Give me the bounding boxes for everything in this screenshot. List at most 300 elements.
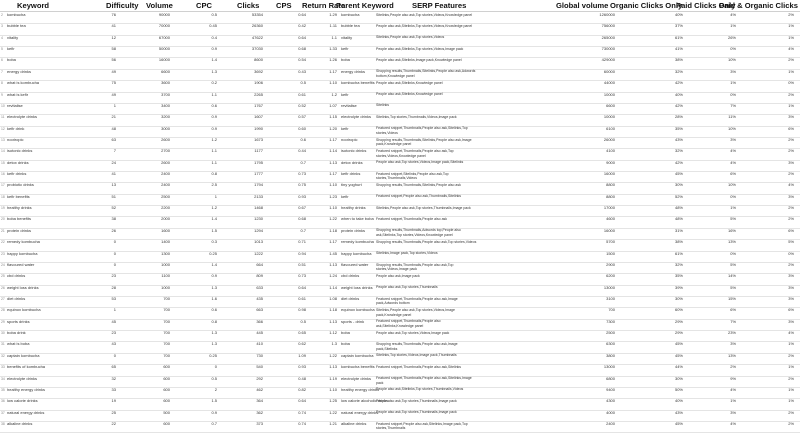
volume-cell[interactable]: 6600 [161,68,170,74]
global-volume-cell[interactable]: 6100 [606,125,615,131]
global-volume-cell[interactable]: 2900 [606,261,615,267]
paid-clicks-cell[interactable]: 0% [730,91,736,97]
paid-organic-cell[interactable]: 4% [788,46,794,52]
col-volume-header[interactable]: Volume [146,1,173,10]
parent-keyword-cell[interactable]: revitalise [341,102,357,108]
row-number[interactable]: 14 [1,149,5,154]
parent-keyword-cell[interactable]: tiny yoghurt [341,182,362,188]
volume-cell[interactable]: 90000 [158,12,170,17]
organic-clicks-cell[interactable]: 40% [674,91,683,97]
paid-clicks-cell[interactable]: 4% [730,159,736,165]
return-rate-cell[interactable]: 1.10 [329,205,337,211]
clicks-cell[interactable]: 1990 [254,125,263,131]
cpc-cell[interactable]: 1.6 [211,296,217,301]
organic-clicks-cell[interactable]: 32% [674,68,683,74]
difficulty-cell[interactable]: 41 [111,171,116,177]
paid-organic-cell[interactable]: 1% [788,364,794,370]
paid-clicks-cell[interactable]: 2% [730,364,736,370]
clicks-cell[interactable]: 1222 [254,250,263,256]
row-number[interactable]: 38 [1,421,5,426]
cpc-cell[interactable]: 0.25 [209,250,217,256]
cpc-cell[interactable]: 0.7 [211,420,217,426]
organic-clicks-cell[interactable]: 40% [674,12,683,17]
organic-clicks-cell[interactable]: 61% [674,34,683,40]
return-rate-cell[interactable]: 1.17 [329,136,337,142]
clicks-cell[interactable]: 3692 [254,68,263,74]
global-volume-cell[interactable]: 13000 [603,364,615,370]
clicks-cell[interactable]: 292 [256,375,263,381]
return-rate-cell[interactable]: 1.23 [329,193,337,199]
paid-organic-cell[interactable]: 0% [788,80,794,86]
difficulty-cell[interactable]: 24 [111,159,116,165]
cps-cell[interactable]: 0.54 [298,57,306,63]
row-number[interactable]: 3 [1,24,3,29]
global-volume-cell[interactable]: 1260000 [599,12,615,17]
organic-clicks-cell[interactable]: 45% [674,352,683,358]
parent-keyword-cell[interactable]: alkaline drinks [341,420,367,426]
row-number[interactable]: 35 [1,387,5,392]
difficulty-cell[interactable]: 52 [111,205,116,211]
return-rate-cell[interactable]: 1.13 [329,159,337,165]
return-rate-cell[interactable]: 1.07 [329,102,337,108]
col-paid-clicks-header[interactable]: Paid Clicks Only [676,1,736,10]
difficulty-cell[interactable]: 13 [111,182,116,188]
organic-clicks-cell[interactable]: 45% [674,420,683,426]
return-rate-cell[interactable]: 1.15 [329,114,337,120]
difficulty-cell[interactable]: 49 [111,91,116,97]
volume-cell[interactable]: 600 [163,364,170,370]
organic-clicks-cell[interactable]: 37% [674,23,683,29]
parent-keyword-cell[interactable]: diet drinks [341,296,360,301]
volume-cell[interactable]: 1000 [161,261,170,267]
difficulty-cell[interactable]: 58 [111,46,116,52]
col-difficulty-header[interactable]: Difficulty [106,1,139,10]
paid-clicks-cell[interactable]: 0% [730,250,736,256]
parent-keyword-cell[interactable]: cbd drinks [341,273,360,279]
keyword-cell[interactable]: protein drinks [7,227,32,233]
volume-cell[interactable]: 2600 [161,159,170,165]
return-rate-cell[interactable]: 1.22 [329,409,337,415]
paid-clicks-cell[interactable]: 13% [727,352,736,358]
serp-features-cell[interactable]: People also ask,Sitelinks,Top stories,Videos,Knowledge panel [376,23,473,28]
return-rate-cell[interactable]: 1.25 [329,398,337,404]
cps-cell[interactable]: 0.98 [298,307,306,313]
paid-clicks-cell[interactable]: 4% [730,420,736,426]
serp-features-cell[interactable]: Featured snippet,Thumbnails,People also ask,Top stories,Videos,Knowledge panel [376,148,454,158]
row-number[interactable]: 9 [1,92,3,97]
volume-cell[interactable]: 2400 [161,182,170,188]
difficulty-cell[interactable]: 41 [111,23,116,29]
cpc-cell[interactable]: 1.3 [211,330,217,336]
paid-organic-cell[interactable]: 2% [788,261,794,267]
paid-clicks-cell[interactable]: 3% [730,409,736,415]
return-rate-cell[interactable]: 1.18 [329,227,337,233]
difficulty-cell[interactable]: 7 [113,148,116,154]
global-volume-cell[interactable]: 4000 [606,409,615,415]
difficulty-cell[interactable]: 23 [111,330,116,336]
paid-organic-cell[interactable]: 2% [788,91,794,97]
keyword-cell[interactable]: kefir benefits [7,193,30,199]
cpc-cell[interactable]: 0.9 [211,114,217,120]
keyword-cell[interactable]: happy kombucha [7,250,38,256]
serp-features-cell[interactable]: Featured snippet,Thumbnails,People also ask [376,217,448,222]
keyword-cell[interactable]: captain kombucha [7,352,40,358]
paid-clicks-cell[interactable]: 7% [730,102,736,108]
row-number[interactable]: 30 [1,331,5,336]
paid-clicks-cell[interactable]: 3% [730,136,736,142]
paid-organic-cell[interactable]: 2% [788,352,794,358]
volume-cell[interactable]: 2000 [161,216,170,222]
difficulty-cell[interactable]: 45 [111,318,116,324]
keyword-cell[interactable]: benefits of kombucha [7,364,46,370]
keyword-cell[interactable]: detox drinks [7,159,29,165]
serp-features-cell[interactable]: Featured snippet,Sitelinks,People also ask,Top stories,Thumbnails,Videos [376,171,449,181]
keyword-cell[interactable]: boba [7,57,16,63]
volume-cell[interactable]: 3200 [161,114,170,120]
volume-cell[interactable]: 600 [163,420,170,426]
serp-features-cell[interactable]: Sitelinks,Top stories,Thumbnails,Videos,Image pack [376,114,457,119]
paid-clicks-cell[interactable]: 7% [730,318,736,324]
organic-clicks-cell[interactable]: 50% [674,386,683,392]
keyword-cell[interactable]: energy drinks [7,68,32,74]
paid-organic-cell[interactable]: 2% [788,148,794,154]
parent-keyword-cell[interactable]: kombucha benefits [341,80,375,86]
serp-features-cell[interactable]: People also ask,Sitelinks,Knowledge panel [376,80,443,85]
return-rate-cell[interactable]: 1.24 [329,273,337,279]
row-number[interactable]: 6 [1,58,3,63]
serp-features-cell[interactable]: Sitelinks,Image pack,Top stories,Videos [376,251,438,256]
parent-keyword-cell[interactable]: bubble tea [341,23,360,29]
global-volume-cell[interactable]: 4300 [606,398,615,404]
global-volume-cell[interactable]: 13000 [603,284,615,290]
global-volume-cell[interactable]: 17000 [603,205,615,211]
return-rate-cell[interactable]: 1.08 [329,296,337,301]
paid-clicks-cell[interactable]: 10% [727,125,736,131]
paid-organic-cell[interactable]: 2% [788,136,794,142]
keyword-cell[interactable]: kefir drink [7,125,25,131]
global-volume-cell[interactable]: 1500 [606,250,615,256]
row-number[interactable]: 32 [1,353,5,358]
cps-cell[interactable]: 0.57 [298,114,306,120]
global-volume-cell[interactable]: 700 [608,307,615,313]
volume-cell[interactable]: 16000 [158,57,170,63]
keyword-cell[interactable]: cbd drinks [7,273,26,279]
serp-features-cell[interactable]: Shopping results,Thumbnails,People also ask,Image pack,Sitelinks [376,342,458,351]
return-rate-cell[interactable]: 1.3 [331,341,337,347]
organic-clicks-cell[interactable]: 39% [674,284,683,290]
row-number[interactable]: 21 [1,228,5,233]
cps-cell[interactable]: 0.62 [298,341,306,347]
cps-cell[interactable]: 0.68 [298,216,306,222]
cpc-cell[interactable]: 0.25 [209,352,217,358]
clicks-cell[interactable]: 1294 [254,227,263,233]
serp-features-cell[interactable]: Sitelinks [376,103,390,108]
serp-features-cell[interactable]: Featured snippet,Thumbnails,People also ask,Sitelinks,Top stories,Videos [376,126,468,135]
organic-clicks-cell[interactable]: 29% [674,318,683,324]
cps-cell[interactable]: 0.43 [298,68,306,74]
global-volume-cell[interactable]: 9400 [606,386,615,392]
paid-clicks-cell[interactable]: 5% [730,284,736,290]
keyword-cell[interactable]: isotonic drinks [7,148,33,154]
difficulty-cell[interactable]: 0 [113,261,116,267]
organic-clicks-cell[interactable]: 32% [674,261,683,267]
paid-organic-cell[interactable]: 2% [788,409,794,415]
cpc-cell[interactable]: 1.2 [211,136,217,142]
paid-organic-cell[interactable]: 3% [788,318,794,324]
row-number[interactable]: 10 [1,103,5,108]
serp-features-cell[interactable]: People also ask,Top stories,Thumbnails,Image pack [376,410,457,415]
return-rate-cell[interactable]: 1.1 [331,34,337,40]
parent-keyword-cell[interactable]: energy drinks [341,68,366,74]
paid-clicks-cell[interactable]: 6% [730,171,736,177]
paid-organic-cell[interactable]: 2% [788,12,794,17]
clicks-cell[interactable]: 373 [256,420,263,426]
cps-cell[interactable]: 0.5 [300,80,306,86]
global-volume-cell[interactable]: 2400 [606,420,615,426]
global-volume-cell[interactable]: 4600 [606,216,615,222]
clicks-cell[interactable]: 1230 [254,216,263,222]
keyword-cell[interactable]: what is kefir [7,91,29,97]
cps-cell[interactable]: 0.73 [298,171,306,177]
volume-cell[interactable]: 3400 [161,102,170,108]
organic-clicks-cell[interactable]: 42% [674,80,683,86]
paid-clicks-cell[interactable]: 6% [730,307,736,313]
return-rate-cell[interactable]: 1.13 [329,261,337,267]
paid-organic-cell[interactable]: 5% [788,239,794,245]
serp-features-cell[interactable]: People also ask,Sitelinks,Knowledge panel [376,92,443,97]
difficulty-cell[interactable]: 1 [113,102,116,108]
serp-features-cell[interactable]: Featured snippet,People also ask,Sitelinks,Image pack,Top stories,Thumbnails [376,421,468,431]
clicks-cell[interactable]: 26360 [251,23,263,29]
serp-features-cell[interactable]: People also ask,Sitelinks,Image pack,Knowledge panel [376,58,462,63]
paid-clicks-cell[interactable]: 5% [730,261,736,267]
serp-features-cell[interactable]: Featured snippet,Thumbnails,People also ask,Sitelinks [376,364,462,369]
organic-clicks-cell[interactable]: 45% [674,341,683,347]
serp-features-cell[interactable]: Sitelinks,People also ask,Top stories,Thumbnails,Image pack [376,205,471,210]
cpc-cell[interactable]: 0.8 [211,318,217,324]
difficulty-cell[interactable]: 49 [111,68,116,74]
cpc-cell[interactable]: 1.4 [211,216,217,222]
parent-keyword-cell[interactable]: boba [341,341,350,347]
clicks-cell[interactable]: 47622 [251,34,263,40]
cps-cell[interactable]: 0.64 [298,12,306,17]
organic-clicks-cell[interactable]: 35% [674,273,683,279]
cpc-cell[interactable]: 0.8 [211,171,217,177]
paid-organic-cell[interactable]: 3% [788,114,794,120]
volume-cell[interactable]: 1300 [161,250,170,256]
paid-clicks-cell[interactable]: 10% [727,182,736,188]
global-volume-cell[interactable]: 8800 [606,182,615,188]
global-volume-cell[interactable]: 7300 [606,318,615,324]
cpc-cell[interactable]: 2 [214,386,217,392]
clicks-cell[interactable]: 1468 [254,205,263,211]
clicks-cell[interactable]: 664 [256,261,263,267]
cps-cell[interactable]: 0.74 [298,420,306,426]
return-rate-cell[interactable]: 1.11 [329,23,337,29]
clicks-cell[interactable]: 1767 [254,102,263,108]
parent-keyword-cell[interactable]: kefir drinks [341,171,361,177]
organic-clicks-cell[interactable]: 35% [674,125,683,131]
keyword-cell[interactable]: bubble tea [7,23,26,29]
global-volume-cell[interactable]: 44000 [603,80,615,86]
row-number[interactable]: 23 [1,251,5,256]
global-volume-cell[interactable]: 6200 [606,273,615,279]
cpc-cell[interactable]: 1.3 [211,341,217,347]
global-volume-cell[interactable]: 3800 [606,352,615,358]
organic-clicks-cell[interactable]: 43% [674,409,683,415]
paid-organic-cell[interactable]: 6% [788,227,794,233]
parent-keyword-cell[interactable]: remedy kombucha [341,239,374,245]
volume-cell[interactable]: 2500 [161,193,170,199]
paid-organic-cell[interactable]: 6% [788,307,794,313]
global-volume-cell[interactable]: 6800 [606,375,615,381]
organic-clicks-cell[interactable]: 60% [674,307,683,313]
parent-keyword-cell[interactable]: boba [341,57,350,63]
clicks-cell[interactable]: 663 [256,307,263,313]
volume-cell[interactable]: 700 [163,330,170,336]
cps-cell[interactable]: 0.67 [298,205,306,211]
parent-keyword-cell[interactable]: electrolyte drinks [341,375,372,381]
keyword-cell[interactable]: kombucha [7,12,26,17]
clicks-cell[interactable]: 462 [256,386,263,392]
clicks-cell[interactable]: 1177 [254,148,263,154]
parent-keyword-cell[interactable]: nootropic [341,136,358,142]
row-number[interactable]: 18 [1,194,5,199]
cps-cell[interactable]: 0.48 [298,375,306,381]
cpc-cell[interactable]: 0.9 [211,125,217,131]
keyword-cell[interactable]: weight loss drinks [7,284,39,290]
return-rate-cell[interactable]: 1.22 [329,216,337,222]
cpc-cell[interactable]: 1.1 [211,91,217,97]
difficulty-cell[interactable]: 75 [111,80,116,86]
serp-features-cell[interactable]: Sitelinks,People also ask,Top stories,Videos,Image pack,Knowledge panel [376,307,455,317]
volume-cell[interactable]: 500 [163,409,170,415]
parent-keyword-cell[interactable]: boba [341,330,350,336]
paid-organic-cell[interactable]: 2% [788,205,794,211]
row-number[interactable]: 29 [1,319,5,324]
col-global-volume-header[interactable]: Global volume [556,1,609,10]
paid-clicks-cell[interactable]: 4% [730,386,736,392]
cps-cell[interactable]: 0.68 [298,46,306,52]
paid-clicks-cell[interactable]: 15% [727,296,736,301]
parent-keyword-cell[interactable]: healthy energy drinks [341,386,380,392]
return-rate-cell[interactable]: 1.33 [329,46,337,52]
serp-features-cell[interactable]: People also ask,Sitelinks,Top stories,Videos,Image pack [376,46,464,51]
paid-clicks-cell[interactable]: 0% [730,46,736,52]
cpc-cell[interactable]: 2.5 [211,182,217,188]
difficulty-cell[interactable]: 53 [111,296,116,301]
volume-cell[interactable]: 700 [163,341,170,347]
row-number[interactable]: 34 [1,376,5,381]
volume-cell[interactable]: 700 [163,352,170,358]
cpc-cell[interactable]: 0.9 [211,46,217,52]
paid-clicks-cell[interactable]: 1% [730,80,736,86]
keyword-cell[interactable]: natural energy drinks [7,409,45,415]
paid-organic-cell[interactable]: 1% [788,34,794,40]
paid-clicks-cell[interactable]: 3% [730,341,736,347]
serp-features-cell[interactable]: Sitelinks,People also ask,Top stories,Videos,Knowledge panel [376,12,473,17]
parent-keyword-cell[interactable]: happy kombucha [341,250,372,256]
volume-cell[interactable]: 3000 [161,125,170,131]
clicks-cell[interactable]: 1673 [254,136,263,142]
volume-cell[interactable]: 2200 [161,205,170,211]
organic-clicks-cell[interactable]: 30% [674,182,683,188]
volume-cell[interactable]: 700 [163,307,170,313]
global-volume-cell[interactable]: 6600 [606,102,615,108]
serp-features-cell[interactable]: People also ask,Top stories,Videos,Image pack [376,330,450,335]
global-volume-cell[interactable]: 3100 [606,296,615,301]
paid-organic-cell[interactable]: 1% [788,398,794,404]
cps-cell[interactable]: 0.94 [298,250,306,256]
difficulty-cell[interactable]: 0 [113,239,116,245]
col-cpc-header[interactable]: CPC [196,1,213,10]
paid-organic-cell[interactable]: 2% [788,171,794,177]
parent-keyword-cell[interactable]: when to take boba [341,216,374,222]
paid-organic-cell[interactable]: 3% [788,284,794,290]
clicks-cell[interactable]: 37030 [251,46,263,52]
cpc-cell[interactable]: 1.3 [211,284,217,290]
cpc-cell[interactable]: 1.1 [211,148,217,154]
clicks-cell[interactable]: 366 [256,318,263,324]
paid-organic-cell[interactable]: 3% [788,159,794,165]
return-rate-cell[interactable]: 1.14 [329,148,337,154]
cpc-cell[interactable]: 0.6 [211,307,217,313]
parent-keyword-cell[interactable]: low calorie alcoholic drinks [341,398,389,404]
paid-clicks-cell[interactable]: 1% [730,23,736,29]
keyword-cell[interactable]: kefir [7,46,15,52]
difficulty-cell[interactable]: 33 [111,386,116,392]
cpc-cell[interactable]: 0.4 [211,34,217,40]
difficulty-cell[interactable]: 48 [111,125,116,131]
paid-organic-cell[interactable]: 1% [788,23,794,29]
return-rate-cell[interactable]: 1.29 [329,12,337,17]
volume-cell[interactable]: 67000 [158,34,170,40]
paid-clicks-cell[interactable]: 3% [730,68,736,74]
return-rate-cell[interactable]: 1.14 [329,284,337,290]
difficulty-cell[interactable]: 19 [111,398,116,404]
cps-cell[interactable]: 0.73 [298,273,306,279]
keyword-cell[interactable]: vitality [7,34,19,40]
paid-clicks-cell[interactable]: 26% [727,34,736,40]
volume-cell[interactable]: 1600 [161,227,170,233]
serp-features-cell[interactable]: People also ask,Top stories,Thumbnails [376,285,438,290]
difficulty-cell[interactable]: 12 [111,34,116,40]
cpc-cell[interactable]: 1.5 [211,398,217,404]
cpc-cell[interactable]: 0.3 [211,239,217,245]
parent-keyword-cell[interactable]: captain kombucha [341,352,374,358]
serp-features-cell[interactable]: People also ask,Top stories,Thumbnails,Image pack [376,398,457,403]
paid-clicks-cell[interactable]: 1% [730,398,736,404]
clicks-cell[interactable]: 435 [256,296,263,301]
clicks-cell[interactable]: 53354 [251,12,263,17]
keyword-cell[interactable]: boba benefits [7,216,32,222]
row-number[interactable]: 19 [1,206,5,211]
organic-clicks-cell[interactable]: 48% [674,216,683,222]
cpc-cell[interactable]: 1.5 [211,227,217,233]
organic-clicks-cell[interactable]: 41% [674,46,683,52]
paid-organic-cell[interactable]: 2% [788,216,794,222]
parent-keyword-cell[interactable]: kefir [341,91,349,97]
clicks-cell[interactable]: 445 [256,330,263,336]
cps-cell[interactable]: 0.93 [298,364,306,370]
global-volume-cell[interactable]: 730000 [601,46,615,52]
cpc-cell[interactable]: 0 [214,364,217,370]
organic-clicks-cell[interactable]: 38% [674,239,683,245]
organic-clicks-cell[interactable]: 61% [674,250,683,256]
difficulty-cell[interactable]: 76 [111,12,116,17]
row-number[interactable]: 15 [1,160,5,165]
clicks-cell[interactable]: 809 [256,273,263,279]
